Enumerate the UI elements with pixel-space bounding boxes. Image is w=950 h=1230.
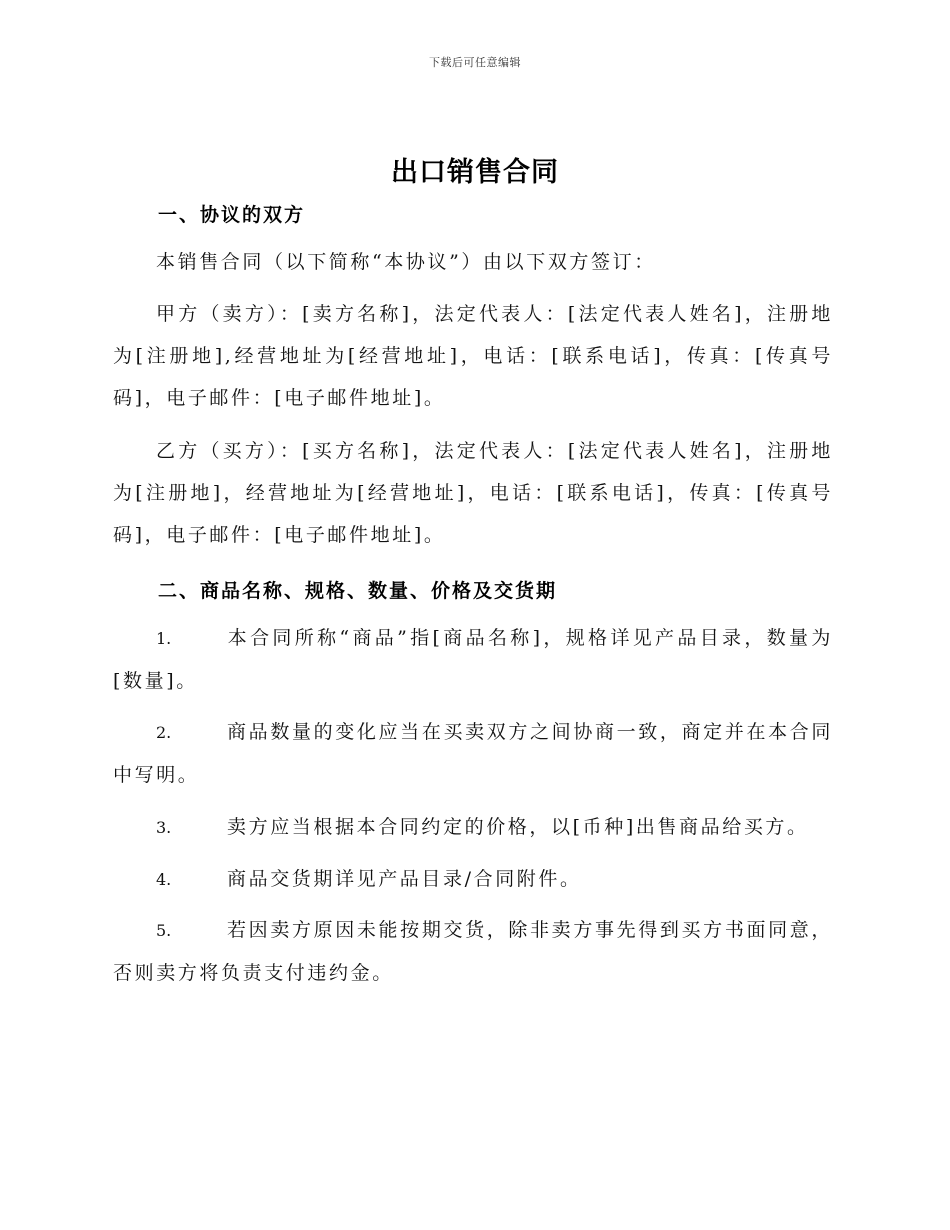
list-item — [113, 909, 833, 994]
list-item-text: 本合同所称“商品”指[商品名称]，规格详见产品目录，数量为[数量]。 — [113, 627, 833, 692]
list-item-number: 2. — [156, 723, 172, 742]
list-item-number: 4. — [156, 870, 172, 889]
section-heading-goods: 二、商品名称、规格、数量、价格及交货期 — [158, 580, 558, 602]
party-b-paragraph: 乙方（买方）：[买方名称]，法定代表人：[法定代表人姓名]，注册地为[注册地]，经营地址为[经营地址]，电话：[联系电话]，传真：[传真号码]，电子邮件：[电子邮件地址]。 — [113, 440, 833, 546]
list-item-text: 若因卖方原因未能按期交货，除非卖方事先得到买方书面同意，否则卖方将负责支付违约金。 — [113, 919, 833, 984]
document-title: 出口销售合同 — [391, 157, 559, 188]
list-item — [113, 617, 833, 702]
list-item-number: 3. — [156, 818, 172, 837]
list-item-text: 商品数量的变化应当在买卖双方之间协商一致，商定并在本合同中写明。 — [113, 721, 833, 786]
list-item-number: 5. — [156, 921, 172, 940]
header-note: 下载后可任意编辑 — [429, 56, 521, 69]
list-item — [113, 858, 833, 901]
list-item — [113, 711, 833, 796]
list-item-text: 商品交货期详见产品目录/合同附件。 — [227, 868, 582, 890]
party-a-paragraph: 甲方（卖方）：[卖方名称]，法定代表人：[法定代表人姓名]，注册地为[注册地],经营地址为[经营地址]，电话：[联系电话]，传真：[传真号码]，电子邮件：[电子邮件地址]。 — [113, 303, 833, 409]
list-item-text: 卖方应当根据本合同约定的价格，以[币种]出售商品给买方。 — [227, 816, 809, 838]
section-heading-parties: 一、协议的双方 — [158, 204, 306, 226]
list-item — [113, 806, 833, 849]
list-item-number: 1. — [156, 629, 172, 648]
intro-paragraph: 本销售合同（以下简称“本协议”）由以下双方签订： — [156, 251, 656, 273]
